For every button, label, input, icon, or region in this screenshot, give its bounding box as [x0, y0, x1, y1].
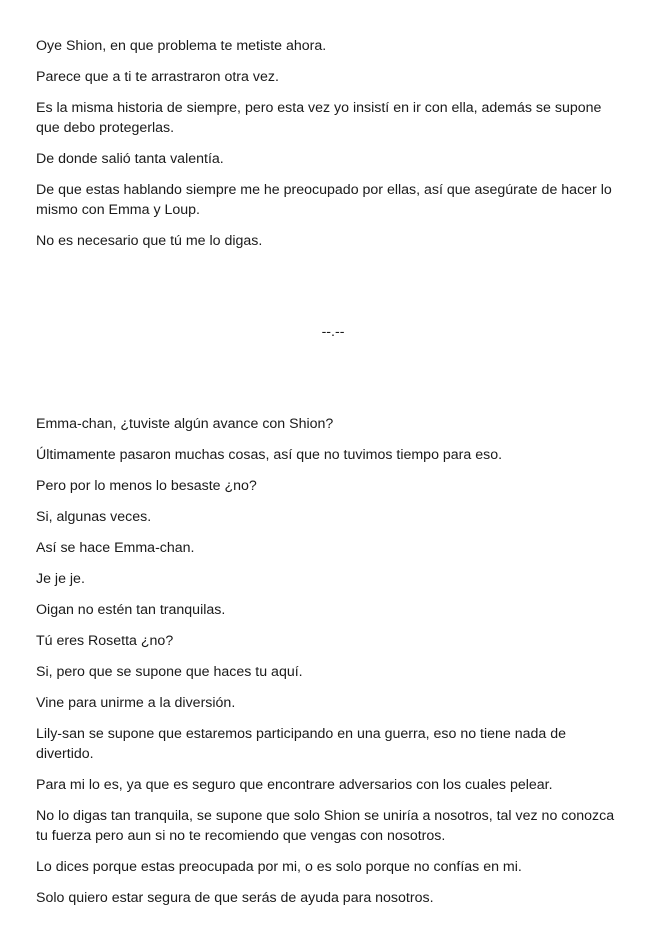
dialogue-line: Últimamente pasaron muchas cosas, así que no tuvimos tiempo para eso. [36, 447, 503, 463]
dialogue-line: Lo dices porque estas preocupada por mi, o es solo porque no confías en mi. [36, 859, 522, 875]
dialogue-line: Je je je. [36, 571, 85, 587]
dialogue-section-2 [36, 414, 626, 919]
dialogue-line: Así se hace Emma-chan. [36, 540, 195, 556]
dialogue-line: Para mi lo es, ya que es seguro que encontrare adversarios con los cuales pelear. [36, 777, 553, 793]
dialogue-line: Oigan no estén tan tranquilas. [36, 602, 226, 618]
dialogue-line: No lo digas tan tranquila, se supone que solo Shion se uniría a nosotros, tal vez no conozca tu fuerza pero aun si no te recomiendo que vengas con nosotros. [36, 808, 615, 844]
dialogue-line: Oye Shion, en que problema te metiste ahora. [36, 38, 327, 54]
dialogue-line: De que estas hablando siempre me he preocupado por ellas, así que asegúrate de hacer lo mismo con Emma y Loup. [36, 182, 612, 218]
dialogue-line: Pero por lo menos lo besaste ¿no? [36, 478, 257, 494]
dialogue-line: Tú eres Rosetta ¿no? [36, 633, 174, 649]
dialogue-line: Es la misma historia de siempre, pero esta vez yo insistí en ir con ella, además se supone que debo protegerlas. [36, 100, 602, 136]
dialogue-line: Solo quiero estar segura de que serás de ayuda para nosotros. [36, 890, 434, 906]
dialogue-section-1 [36, 36, 626, 262]
dialogue-line: Si, pero que se supone que haces tu aquí. [36, 664, 303, 680]
dialogue-line: Vine para unirme a la diversión. [36, 695, 236, 711]
dialogue-line: De donde salió tanta valentía. [36, 151, 224, 167]
dialogue-line: Lily-san se supone que estaremos participando en una guerra, eso no tiene nada de divertido. [36, 726, 567, 762]
dialogue-line: Si, algunas veces. [36, 509, 152, 525]
dialogue-line: Emma-chan, ¿tuviste algún avance con Shion? [36, 416, 334, 432]
scene-separator: --.-- [321, 324, 345, 340]
dialogue-line: No es necesario que tú me lo digas. [36, 233, 263, 249]
dialogue-line: Parece que a ti te arrastraron otra vez. [36, 69, 279, 85]
